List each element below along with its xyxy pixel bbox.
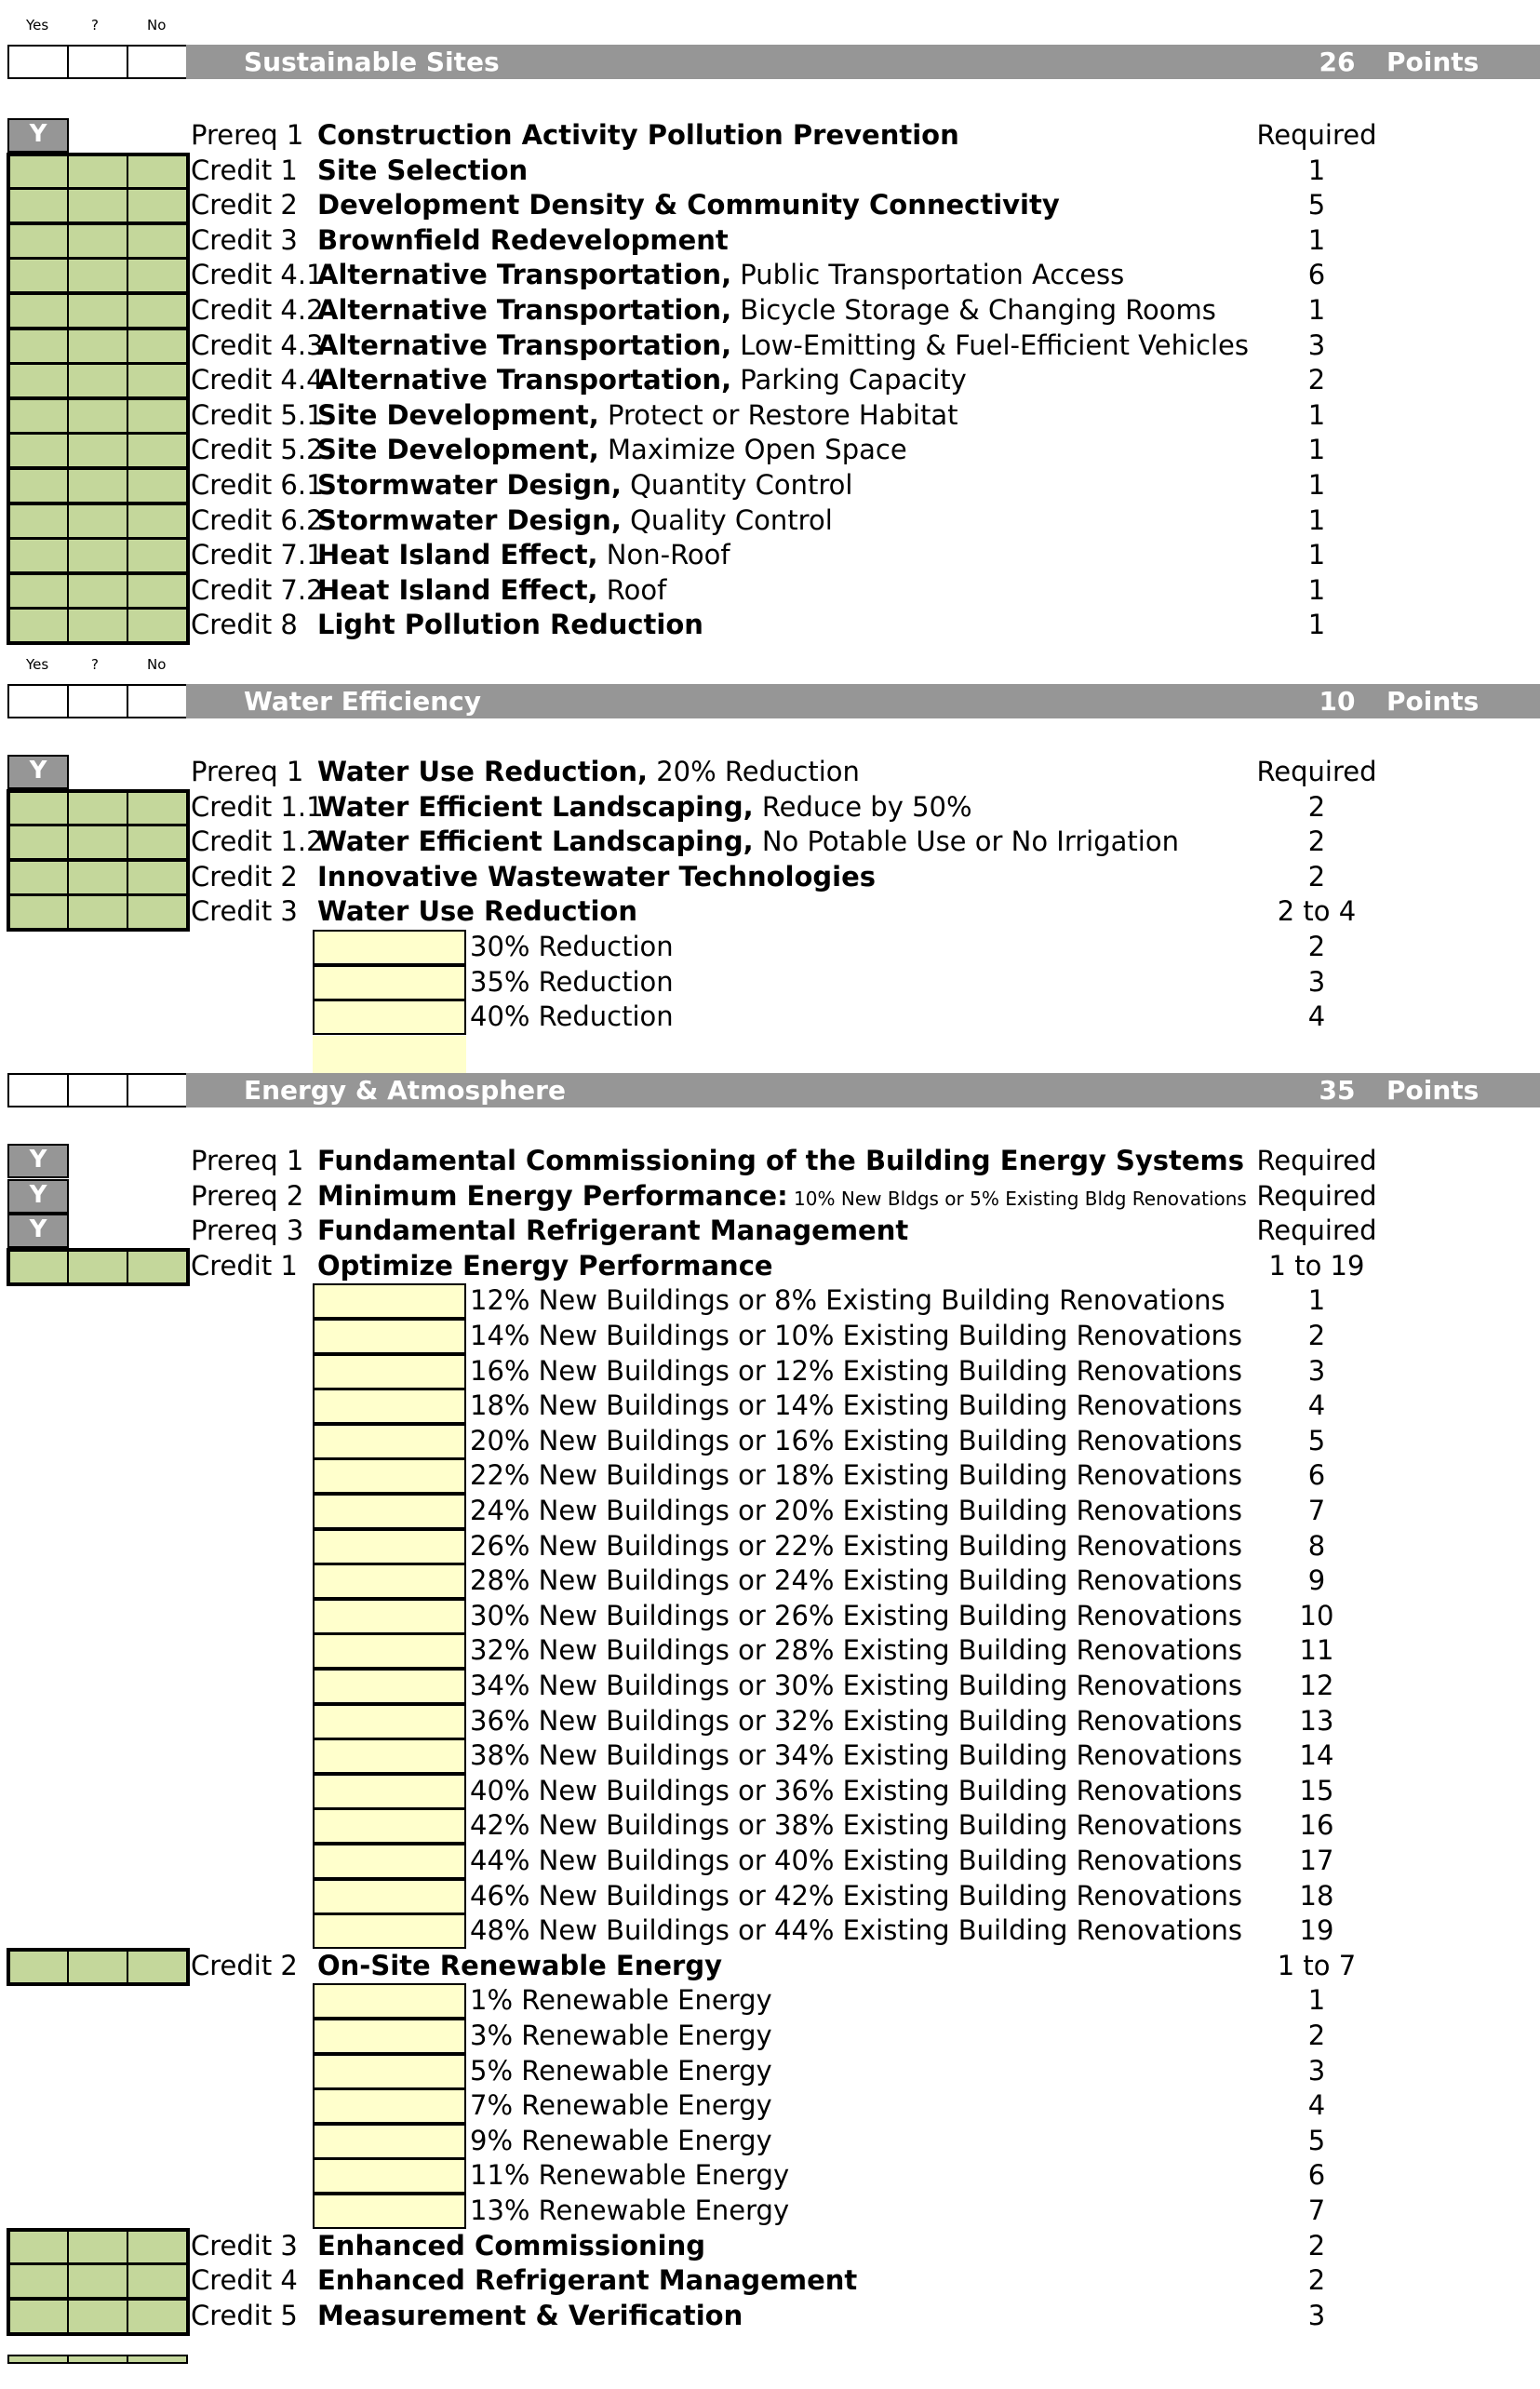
option-row bbox=[0, 1599, 1540, 1633]
item-title: Light Pollution Reduction bbox=[317, 609, 703, 640]
item-points: 2 bbox=[1307, 791, 1326, 823]
prereq-row bbox=[0, 1144, 1540, 1178]
item-points: 1 to 19 bbox=[1268, 1250, 1365, 1282]
option-description: 11% Renewable Energy bbox=[470, 2159, 790, 2191]
section-tally-cell[interactable] bbox=[7, 684, 69, 718]
item-title: Alternative Transportation, bbox=[317, 259, 732, 290]
credit-row bbox=[0, 329, 1540, 363]
item-code: Credit 4.3 bbox=[191, 329, 324, 361]
option-row bbox=[0, 965, 1540, 1000]
item-code: Credit 2 bbox=[191, 861, 298, 893]
option-row bbox=[0, 1983, 1540, 2018]
item-description bbox=[317, 1144, 1244, 1178]
credit-check-partial[interactable] bbox=[67, 2355, 128, 2364]
item-title: Stormwater Design, bbox=[317, 504, 622, 536]
option-description: 44% New Buildings or 40% Existing Building Renovations bbox=[470, 1845, 1243, 1876]
option-row bbox=[0, 2019, 1540, 2053]
item-code: Credit 3 bbox=[191, 2230, 298, 2261]
item-title: Optimize Energy Performance bbox=[317, 1250, 773, 1282]
item-description bbox=[317, 573, 666, 608]
item-title: Heat Island Effect, bbox=[317, 539, 598, 570]
option-description: 42% New Buildings or 38% Existing Building Renovations bbox=[470, 1809, 1243, 1841]
item-title: Site Development, bbox=[317, 434, 599, 465]
section-tally-cell[interactable] bbox=[67, 45, 128, 79]
prereq-row bbox=[0, 1179, 1540, 1214]
item-subtitle: Reduce by 50% bbox=[753, 791, 972, 823]
item-subtitle: 10% New Bldgs or 5% Existing Bldg Renovations bbox=[787, 1188, 1247, 1210]
prereq-yes-mark[interactable]: Y bbox=[7, 118, 69, 153]
item-points: 5 bbox=[1307, 189, 1326, 221]
option-description: 24% New Buildings or 20% Existing Building Renovations bbox=[470, 1495, 1243, 1526]
item-points: Required bbox=[1256, 1145, 1377, 1176]
option-description: 38% New Buildings or 34% Existing Building Renovations bbox=[470, 1739, 1243, 1771]
item-description bbox=[317, 433, 907, 467]
item-points: 6 bbox=[1307, 259, 1326, 290]
section-title: Energy & Atmosphere bbox=[244, 1075, 566, 1106]
option-points: 9 bbox=[1307, 1564, 1326, 1596]
item-code: Credit 7.2 bbox=[191, 574, 324, 606]
item-title: Development Density & Community Connectivity bbox=[317, 189, 1060, 221]
credit-row bbox=[0, 894, 1540, 929]
item-title: Fundamental Refrigerant Management bbox=[317, 1215, 909, 1246]
item-code: Credit 8 bbox=[191, 609, 298, 640]
option-points: 6 bbox=[1307, 2159, 1326, 2191]
item-points: 1 bbox=[1307, 609, 1326, 640]
credit-row bbox=[0, 538, 1540, 572]
option-points: 3 bbox=[1307, 966, 1326, 998]
item-description bbox=[317, 608, 703, 642]
item-subtitle: Roof bbox=[597, 574, 667, 606]
item-code: Credit 5.1 bbox=[191, 399, 324, 431]
option-description: 34% New Buildings or 30% Existing Building Renovations bbox=[470, 1670, 1243, 1701]
item-description bbox=[317, 293, 1216, 328]
item-description bbox=[317, 1179, 1247, 1216]
credit-row bbox=[0, 2229, 1540, 2263]
item-points: 2 bbox=[1307, 364, 1326, 396]
item-description bbox=[317, 154, 528, 188]
option-description: 35% Reduction bbox=[470, 966, 674, 998]
option-points: 8 bbox=[1307, 1530, 1326, 1562]
prereq-yes-mark[interactable]: Y bbox=[7, 1144, 69, 1178]
option-spacer bbox=[313, 1036, 466, 1073]
item-description bbox=[317, 2263, 857, 2298]
option-row bbox=[0, 1389, 1540, 1423]
option-points: 4 bbox=[1307, 1000, 1326, 1032]
yn-header-yes: Yes bbox=[26, 17, 49, 34]
item-title: Enhanced Refrigerant Management bbox=[317, 2264, 858, 2296]
item-points: 3 bbox=[1307, 2300, 1326, 2331]
item-code: Credit 4.4 bbox=[191, 364, 324, 396]
credit-check-partial[interactable] bbox=[7, 2355, 69, 2364]
option-description: 20% New Buildings or 16% Existing Building Renovations bbox=[470, 1425, 1243, 1456]
prereq-row bbox=[0, 118, 1540, 153]
credit-row bbox=[0, 433, 1540, 467]
option-points: 11 bbox=[1299, 1634, 1334, 1666]
option-row bbox=[0, 2088, 1540, 2123]
prereq-row bbox=[0, 1214, 1540, 1248]
option-points: 17 bbox=[1299, 1845, 1334, 1876]
option-description: 46% New Buildings or 42% Existing Building Renovations bbox=[470, 1880, 1243, 1912]
item-code: Credit 2 bbox=[191, 189, 298, 221]
item-title: Minimum Energy Performance: bbox=[317, 1180, 788, 1212]
section-tally-cell[interactable] bbox=[67, 1073, 128, 1107]
item-code: Prereq 1 bbox=[191, 119, 304, 151]
credit-row bbox=[0, 258, 1540, 292]
yn-header-maybe: ? bbox=[91, 656, 99, 673]
option-row bbox=[0, 2054, 1540, 2088]
option-description: 32% New Buildings or 28% Existing Building Renovations bbox=[470, 1634, 1243, 1666]
item-points: 1 bbox=[1307, 574, 1326, 606]
section-points: 10 bbox=[1319, 686, 1356, 717]
section-points: 35 bbox=[1319, 1075, 1356, 1106]
item-description bbox=[317, 503, 833, 538]
credit-row bbox=[0, 398, 1540, 433]
item-title: Water Use Reduction, bbox=[317, 756, 649, 787]
option-description: 7% Renewable Energy bbox=[470, 2089, 772, 2121]
item-subtitle: Parking Capacity bbox=[731, 364, 967, 396]
item-subtitle: Non-Roof bbox=[597, 539, 730, 570]
option-row bbox=[0, 1319, 1540, 1353]
item-points: 2 bbox=[1307, 2264, 1326, 2296]
section-tally-cell[interactable] bbox=[7, 45, 69, 79]
item-points: 2 bbox=[1307, 2230, 1326, 2261]
credit-row bbox=[0, 468, 1540, 503]
option-row bbox=[0, 1738, 1540, 1773]
option-row bbox=[0, 1424, 1540, 1458]
item-title: On-Site Renewable Energy bbox=[317, 1950, 723, 1981]
item-title: Measurement & Verification bbox=[317, 2300, 743, 2331]
option-row bbox=[0, 1669, 1540, 1703]
item-code: Credit 4.1 bbox=[191, 259, 324, 290]
option-row bbox=[0, 1494, 1540, 1528]
yn-header-yes: Yes bbox=[26, 656, 49, 673]
item-description bbox=[317, 188, 1060, 222]
option-description: 28% New Buildings or 24% Existing Building Renovations bbox=[470, 1564, 1243, 1596]
prereq-yes-mark[interactable]: Y bbox=[7, 1214, 69, 1248]
option-row bbox=[0, 1808, 1540, 1843]
section-points: 26 bbox=[1319, 47, 1356, 77]
item-description bbox=[317, 2299, 743, 2333]
option-row bbox=[0, 1529, 1540, 1564]
credit-check-partial[interactable] bbox=[127, 2355, 188, 2364]
item-description bbox=[317, 825, 1179, 859]
option-points: 4 bbox=[1307, 2089, 1326, 2121]
item-title: Enhanced Commissioning bbox=[317, 2230, 705, 2261]
credit-row bbox=[0, 188, 1540, 222]
item-points: 1 to 7 bbox=[1277, 1950, 1357, 1981]
item-points: 2 bbox=[1307, 825, 1326, 857]
item-title: Stormwater Design, bbox=[317, 469, 622, 501]
item-points: 1 bbox=[1307, 434, 1326, 465]
item-code: Credit 3 bbox=[191, 895, 298, 927]
option-description: 30% Reduction bbox=[470, 931, 674, 962]
option-description: 26% New Buildings or 22% Existing Building Renovations bbox=[470, 1530, 1243, 1562]
option-points: 5 bbox=[1307, 2125, 1326, 2156]
item-description bbox=[317, 790, 972, 825]
option-row bbox=[0, 1774, 1540, 1808]
item-title: Alternative Transportation, bbox=[317, 294, 732, 326]
item-subtitle: Quality Control bbox=[621, 504, 833, 536]
item-subtitle: Quantity Control bbox=[621, 469, 853, 501]
item-points: Required bbox=[1256, 119, 1377, 151]
item-title: Site Development, bbox=[317, 399, 599, 431]
item-code: Prereq 1 bbox=[191, 756, 304, 787]
item-title: Water Efficient Landscaping, bbox=[317, 791, 754, 823]
credit-row bbox=[0, 790, 1540, 825]
item-points: 1 bbox=[1307, 504, 1326, 536]
credit-row bbox=[0, 293, 1540, 328]
item-code: Credit 1.1 bbox=[191, 791, 324, 823]
option-row bbox=[0, 1913, 1540, 1948]
option-points: 15 bbox=[1299, 1775, 1334, 1806]
section-tally-cell[interactable] bbox=[127, 684, 188, 718]
item-points: 1 bbox=[1307, 154, 1326, 186]
option-points: 14 bbox=[1299, 1739, 1334, 1771]
option-points: 16 bbox=[1299, 1809, 1334, 1841]
item-code: Credit 7.1 bbox=[191, 539, 324, 570]
option-row bbox=[0, 1354, 1540, 1389]
item-points: 1 bbox=[1307, 539, 1326, 570]
option-points: 2 bbox=[1307, 1320, 1326, 1351]
option-points: 18 bbox=[1299, 1880, 1334, 1912]
item-points: Required bbox=[1256, 1215, 1377, 1246]
option-row bbox=[0, 930, 1540, 964]
section-title: Water Efficiency bbox=[244, 686, 482, 717]
section-points-label: Points bbox=[1386, 1075, 1480, 1106]
option-row bbox=[0, 2158, 1540, 2193]
option-description: 3% Renewable Energy bbox=[470, 2020, 772, 2051]
option-points: 4 bbox=[1307, 1389, 1326, 1421]
credit-row bbox=[0, 1949, 1540, 1983]
option-description: 36% New Buildings or 32% Existing Building Renovations bbox=[470, 1705, 1243, 1737]
item-code: Prereq 1 bbox=[191, 1145, 304, 1176]
credit-row bbox=[0, 2299, 1540, 2333]
credit-row bbox=[0, 363, 1540, 397]
section-tally-cell[interactable] bbox=[7, 1073, 69, 1107]
option-points: 19 bbox=[1299, 1914, 1334, 1946]
prereq-row bbox=[0, 755, 1540, 789]
item-code: Credit 1 bbox=[191, 1250, 298, 1282]
option-points: 7 bbox=[1307, 1495, 1326, 1526]
option-points: 3 bbox=[1307, 2055, 1326, 2087]
item-description bbox=[317, 398, 957, 433]
item-title: Alternative Transportation, bbox=[317, 329, 732, 361]
item-code: Credit 5 bbox=[191, 2300, 298, 2331]
item-description bbox=[317, 223, 729, 258]
item-description bbox=[317, 1249, 773, 1283]
option-description: 13% Renewable Energy bbox=[470, 2194, 790, 2226]
option-row bbox=[0, 1283, 1540, 1318]
option-row bbox=[0, 2194, 1540, 2228]
item-code: Credit 6.2 bbox=[191, 504, 324, 536]
option-description: 48% New Buildings or 44% Existing Building Renovations bbox=[470, 1914, 1243, 1946]
option-row bbox=[0, 1704, 1540, 1738]
credit-row bbox=[0, 825, 1540, 859]
item-subtitle: Low-Emitting & Fuel-Efficient Vehicles bbox=[731, 329, 1249, 361]
item-description bbox=[317, 118, 959, 153]
option-row bbox=[0, 1844, 1540, 1878]
option-description: 14% New Buildings or 10% Existing Building Renovations bbox=[470, 1320, 1243, 1351]
option-row bbox=[0, 1000, 1540, 1034]
section-header-bar bbox=[186, 1073, 1540, 1107]
section-tally-cell[interactable] bbox=[127, 45, 188, 79]
option-row bbox=[0, 1633, 1540, 1668]
option-points: 6 bbox=[1307, 1459, 1326, 1491]
section-tally-cell[interactable] bbox=[127, 1073, 188, 1107]
item-description bbox=[317, 258, 1124, 292]
option-description: 30% New Buildings or 26% Existing Building Renovations bbox=[470, 1600, 1243, 1631]
option-description: 22% New Buildings or 18% Existing Building Renovations bbox=[470, 1459, 1243, 1491]
item-description bbox=[317, 894, 637, 929]
item-points: 3 bbox=[1307, 329, 1326, 361]
item-title: Brownfield Redevelopment bbox=[317, 224, 729, 256]
item-title: Water Use Reduction bbox=[317, 895, 637, 927]
item-code: Prereq 3 bbox=[191, 1215, 304, 1246]
item-title: Alternative Transportation, bbox=[317, 364, 732, 396]
credit-row bbox=[0, 1249, 1540, 1283]
credit-row-partial bbox=[0, 2355, 1540, 2389]
yn-header-maybe: ? bbox=[91, 17, 99, 34]
option-points: 2 bbox=[1307, 2020, 1326, 2051]
prereq-yes-mark[interactable]: Y bbox=[7, 1179, 69, 1214]
item-description bbox=[317, 2229, 705, 2263]
option-points: 1 bbox=[1307, 1984, 1326, 2016]
yn-header-no: No bbox=[147, 17, 167, 34]
item-points: Required bbox=[1256, 756, 1377, 787]
option-description: 40% New Buildings or 36% Existing Building Renovations bbox=[470, 1775, 1243, 1806]
item-points: 2 to 4 bbox=[1277, 895, 1357, 927]
item-description bbox=[317, 860, 876, 894]
credit-row bbox=[0, 503, 1540, 538]
credit-row bbox=[0, 223, 1540, 258]
credit-row bbox=[0, 573, 1540, 608]
section-points-label: Points bbox=[1386, 47, 1480, 77]
option-points: 13 bbox=[1299, 1705, 1334, 1737]
item-title: Fundamental Commissioning of the Building Energy Systems bbox=[317, 1145, 1245, 1176]
section-tally-cell[interactable] bbox=[67, 684, 128, 718]
item-code: Credit 1.2 bbox=[191, 825, 324, 857]
credit-row bbox=[0, 860, 1540, 894]
option-points: 1 bbox=[1307, 1284, 1326, 1316]
item-code: Credit 4.2 bbox=[191, 294, 324, 326]
item-points: 2 bbox=[1307, 861, 1326, 893]
item-code: Credit 2 bbox=[191, 1950, 298, 1981]
item-points: 1 bbox=[1307, 399, 1326, 431]
option-description: 5% Renewable Energy bbox=[470, 2055, 772, 2087]
section-title: Sustainable Sites bbox=[244, 47, 500, 77]
credit-row bbox=[0, 608, 1540, 642]
option-description: 16% New Buildings or 12% Existing Building Renovations bbox=[470, 1355, 1243, 1387]
item-description bbox=[317, 1949, 722, 1983]
item-title: Construction Activity Pollution Prevention bbox=[317, 119, 959, 151]
option-points: 10 bbox=[1299, 1600, 1334, 1631]
item-points: 1 bbox=[1307, 469, 1326, 501]
option-points: 2 bbox=[1307, 931, 1326, 962]
item-title: Site Selection bbox=[317, 154, 529, 186]
item-subtitle: No Potable Use or No Irrigation bbox=[753, 825, 1179, 857]
option-row bbox=[0, 2124, 1540, 2158]
item-code: Credit 3 bbox=[191, 224, 298, 256]
option-row bbox=[0, 1458, 1540, 1493]
option-description: 1% Renewable Energy bbox=[470, 1984, 772, 2016]
item-subtitle: 20% Reduction bbox=[648, 756, 860, 787]
option-row bbox=[0, 1879, 1540, 1913]
item-description bbox=[317, 329, 1249, 363]
option-description: 9% Renewable Energy bbox=[470, 2125, 772, 2156]
option-row bbox=[0, 1564, 1540, 1598]
item-code: Credit 5.2 bbox=[191, 434, 324, 465]
item-points: Required bbox=[1256, 1180, 1377, 1212]
item-code: Credit 6.1 bbox=[191, 469, 324, 501]
item-subtitle: Maximize Open Space bbox=[598, 434, 907, 465]
item-description bbox=[317, 538, 730, 572]
credit-row bbox=[0, 2263, 1540, 2298]
item-code: Prereq 2 bbox=[191, 1180, 304, 1212]
credit-row bbox=[0, 154, 1540, 188]
prereq-yes-mark[interactable]: Y bbox=[7, 755, 69, 789]
item-description bbox=[317, 755, 860, 789]
section-points-label: Points bbox=[1386, 686, 1480, 717]
option-points: 5 bbox=[1307, 1425, 1326, 1456]
item-description bbox=[317, 1214, 908, 1248]
section-header-bar bbox=[186, 684, 1540, 718]
yn-header-no: No bbox=[147, 656, 167, 673]
item-description bbox=[317, 468, 852, 503]
item-title: Water Efficient Landscaping, bbox=[317, 825, 754, 857]
option-points: 12 bbox=[1299, 1670, 1334, 1701]
item-subtitle: Public Transportation Access bbox=[731, 259, 1125, 290]
option-description: 18% New Buildings or 14% Existing Building Renovations bbox=[470, 1389, 1243, 1421]
item-code: Credit 1 bbox=[191, 154, 298, 186]
section-header-bar bbox=[186, 45, 1540, 79]
option-description: 12% New Buildings or 8% Existing Building Renovations bbox=[470, 1284, 1225, 1316]
option-description: 40% Reduction bbox=[470, 1000, 674, 1032]
item-points: 1 bbox=[1307, 224, 1326, 256]
option-points: 3 bbox=[1307, 1355, 1326, 1387]
item-description bbox=[317, 363, 967, 397]
item-points: 1 bbox=[1307, 294, 1326, 326]
item-code: Credit 4 bbox=[191, 2264, 298, 2296]
item-subtitle: Protect or Restore Habitat bbox=[598, 399, 958, 431]
option-points: 7 bbox=[1307, 2194, 1326, 2226]
item-subtitle: Bicycle Storage & Changing Rooms bbox=[731, 294, 1216, 326]
item-title: Innovative Wastewater Technologies bbox=[317, 861, 877, 893]
item-title: Heat Island Effect, bbox=[317, 574, 598, 606]
